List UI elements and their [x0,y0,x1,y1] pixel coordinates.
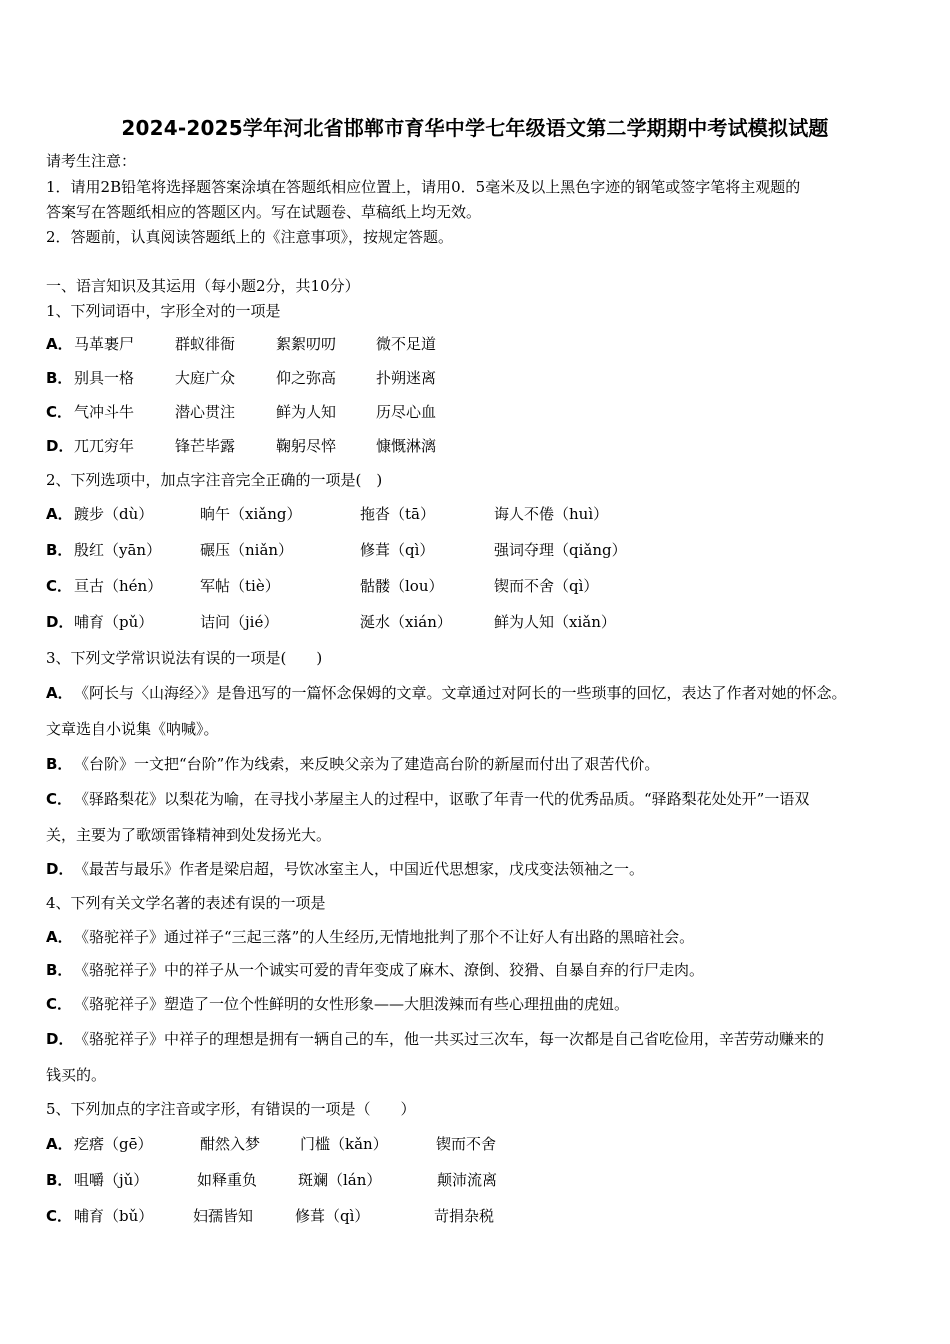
notice-item-2: 2．答题前，认真阅读答题纸上的《注意事项》，按规定答题。 [46,228,454,246]
q3-option-c: 《驿路梨花》以梨花为喻，在寻找小茅屋主人的过程中，讴歌了年青一代的优秀品质。“驿路梨花处处开”一语双 [74,790,810,808]
q3-option-d: 《最苦与最乐》作者是梁启超，号饮冰室主人，中国近代思想家，戊戌变法领袖之一。 [74,860,645,878]
q1-c-item: 历尽心血 [376,403,437,421]
q5-b-item: 如释重负 [197,1171,258,1189]
q4-option-a: 《骆驼祥子》通过祥子“三起三落”的人生经历,无情地批判了那个不让好人有出路的黑暗社会。 [74,928,695,946]
q5-c-item: 哺育（bǔ） [74,1207,154,1225]
q2-d-item: 诘问（jié） [200,613,279,631]
q3-option-label: D． [46,860,74,878]
q5-a-item: 锲而不舍 [436,1135,497,1153]
q3-option-a-cont: 文章选自小说集《呐喊》。 [46,720,219,738]
q1-d-item: 慷慨淋漓 [376,437,437,455]
q5-a-item: 酣然入梦 [200,1135,261,1153]
q3-option-label: A． [46,684,73,702]
q3-option-a: 《阿长与〈山海经〉》是鲁迅写的一篇怀念保姆的文章。文章通过对阿长的一些琐事的回忆，表达了作者对她的怀念。 [74,684,847,702]
q3-option-label: C． [46,790,73,808]
q4-option-label: D． [46,1030,74,1048]
q1-a-item: 马革裹尸 [74,335,135,353]
q4-option-d: 《骆驼祥子》中祥子的理想是拥有一辆自己的车，他一共买过三次车，每一次都是自己省吃俭用，辛苦劳动赚来的 [74,1030,825,1048]
q1-c-item: 鲜为人知 [276,403,337,421]
q2-c-item: 锲而不舍（qì） [494,577,599,595]
q5-b-item: 颠沛流离 [437,1171,498,1189]
q1-b-item: 大庭广众 [175,369,236,387]
q2-c-item: 骷髅（lou） [360,577,444,595]
q2-a-item: 诲人不倦（huì） [494,505,609,523]
q2-option-label: C． [46,577,73,595]
q1-a-item: 群蚁徘衙 [175,335,236,353]
q1-d-item: 鞠躬尽悴 [276,437,337,455]
notice-heading: 请考生注意： [46,152,137,170]
q1-option-label: C． [46,403,73,421]
q2-d-item: 鲜为人知（xiǎn） [494,613,616,631]
q5-option-label: B． [46,1171,73,1189]
q4-option-label: C． [46,995,73,1013]
q5-option-label: C． [46,1207,73,1225]
q1-c-item: 潜心贯注 [175,403,236,421]
q2-option-label: D． [46,613,74,631]
q2-d-item: 哺育（pǔ） [74,613,154,631]
q1-option-label: A． [46,335,73,353]
q2-c-item: 亘古（hén） [74,577,163,595]
q3-option-label: B． [46,755,73,773]
q2-b-item: 殷红（yān） [74,541,162,559]
question-3-stem: 3、下列文学常识说法有误的一项是( ) [46,649,323,667]
q1-d-item: 兀兀穷年 [74,437,135,455]
question-4-stem: 4、下列有关文学名著的表述有误的一项是 [46,894,326,912]
q1-b-item: 别具一格 [74,369,135,387]
q1-c-item: 气冲斗牛 [74,403,135,421]
q1-a-item: 微不足道 [376,335,437,353]
section-heading: 一、语言知识及其运用（每小题2分，共10分） [46,277,360,295]
notice-item-1-cont: 答案写在答题纸相应的答题区内。写在试题卷、草稿纸上均无效。 [46,203,482,221]
q1-option-label: B． [46,369,73,387]
q4-option-label: A． [46,928,73,946]
q5-c-item: 苛捐杂税 [434,1207,495,1225]
question-2-stem: 2、下列选项中，加点字注音完全正确的一项是( ) [46,471,383,489]
q3-option-b: 《台阶》一文把“台阶”作为线索，来反映父亲为了建造高台阶的新屋而付出了艰苦代价。 [74,755,660,773]
q2-option-label: B． [46,541,73,559]
q4-option-b: 《骆驼祥子》中的祥子从一个诚实可爱的青年变成了麻木、潦倒、狡猾、自暴自弃的行尸走肉。 [74,961,705,979]
q4-option-label: B． [46,961,73,979]
q5-c-item: 修葺（qì） [295,1207,370,1225]
q1-option-label: D． [46,437,74,455]
q5-option-label: A． [46,1135,73,1153]
q1-b-item: 扑朔迷离 [376,369,437,387]
q2-b-item: 强词夺理（qiǎng） [494,541,627,559]
q5-a-item: 疙瘩（gē） [74,1135,153,1153]
q1-d-item: 锋芒毕露 [175,437,236,455]
q2-b-item: 修葺（qì） [360,541,435,559]
q2-a-item: 踱步（dù） [74,505,154,523]
exam-title: 2024-2025学年河北省邯郸市育华中学七年级语文第二学期期中考试模拟试题 [121,116,829,140]
q4-option-d-cont: 钱买的。 [46,1066,107,1084]
question-1-stem: 1、下列词语中，字形全对的一项是 [46,302,281,320]
q2-option-label: A． [46,505,73,523]
q2-d-item: 涎水（xián） [360,613,452,631]
question-5-stem: 5、下列加点的字注音或字形，有错误的一项是（ ） [46,1100,416,1118]
q2-b-item: 碾压（niǎn） [200,541,294,559]
q5-b-item: 咀嚼（jǔ） [74,1171,149,1189]
q1-b-item: 仰之弥高 [276,369,337,387]
q3-option-c-cont: 关，主要为了歌颂雷锋精神到处发扬光大。 [46,826,332,844]
q5-c-item: 妇孺皆知 [193,1207,254,1225]
q4-option-c: 《骆驼祥子》塑造了一位个性鲜明的女性形象——大胆泼辣而有些心理扭曲的虎妞。 [74,995,630,1013]
q2-a-item: 拖沓（tā） [360,505,435,523]
q2-a-item: 晌午（xiǎng） [200,505,302,523]
notice-item-1: 1．请用2B铅笔将选择题答案涂填在答题纸相应位置上，请用0．5毫米及以上黑色字迹的钢笔或签字笔将主观题的 [46,178,801,196]
q5-b-item: 斑斓（lán） [298,1171,382,1189]
q5-a-item: 门槛（kǎn） [300,1135,388,1153]
q2-c-item: 军帖（tiè） [200,577,280,595]
q1-a-item: 絮絮叨叨 [276,335,337,353]
